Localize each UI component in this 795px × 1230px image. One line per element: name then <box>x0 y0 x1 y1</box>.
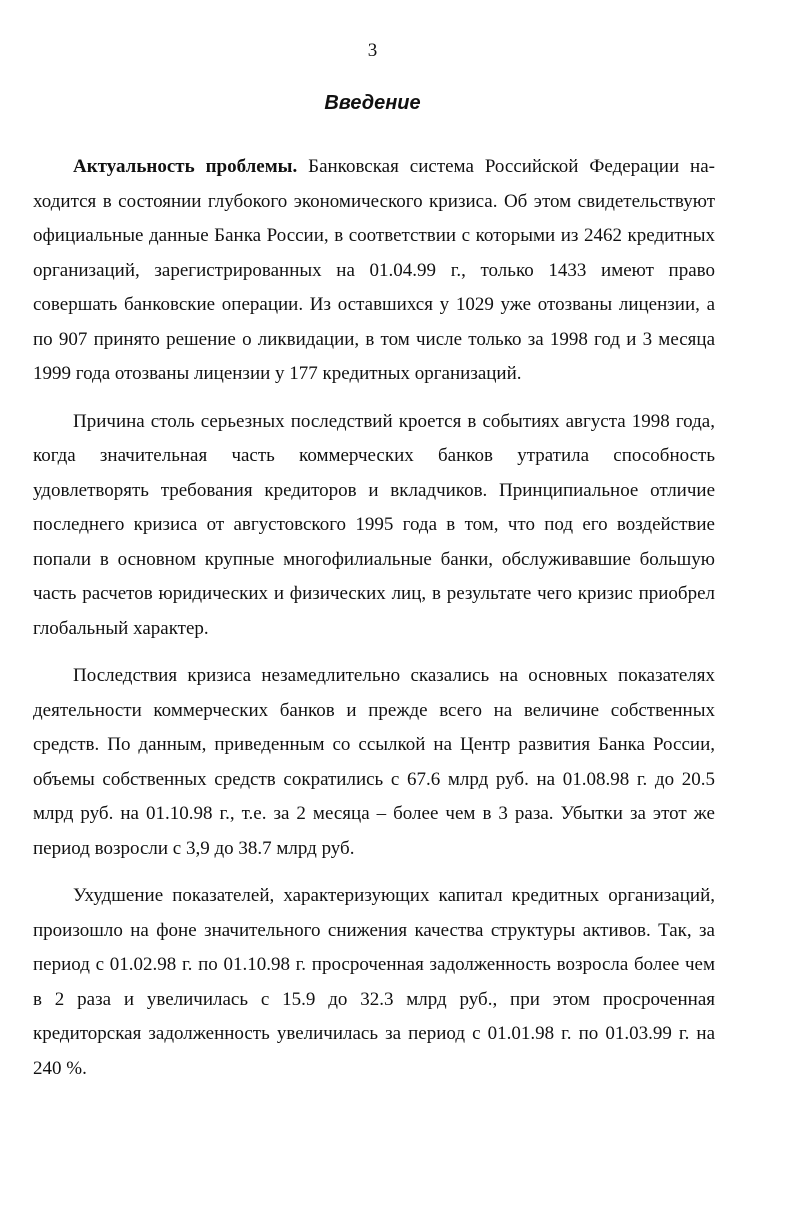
paragraph-text: Причина столь серьезных последствий кроется в событиях августа 1998 года, когда значительная часть коммерческих банков утратила способность удовлетворять требования кредиторов и вкладчиков. Принципиальное отличие последнего кризиса от августовского 1995 года в том, что под его воздействие попали в основном крупные многофилиальные банки, обслуживавшие большую часть расчетов юридических и физических лиц, в результате чего кризис приобрел глобальный характер. <box>33 410 715 639</box>
section-heading: Введение <box>324 92 421 114</box>
body-text <box>33 150 715 1099</box>
paragraph-text: Ухудшение показателей, характеризующих капитал кредитных организаций, произошло на фоне значительного снижения качества структуры активов. Так, за период с 01.02.98 г. по 01.10.98 г. просроченная задолженность возросла более чем в 2 раза и увеличилась с 15.9 до 32.3 млрд руб., при этом просроченная кредиторская задолженность увеличилась за период с 01.01.98 г. по 01.03.99 г. на 240 %. <box>33 885 715 1079</box>
paragraph-consequences <box>33 659 715 866</box>
paragraph-relevance <box>33 150 715 392</box>
page-number: 3 <box>367 40 378 61</box>
paragraph-cause <box>33 405 715 647</box>
paragraph-text: Банковская система Российской Федерации находится в состоянии глубокого экономического кризиса. Об этом свидетельствуют официальные данные Банка России, в соответствии с которыми из 2462 кредитных организаций, зарегистрированных на 01.04.99 г., только 1433 имеют право совершать банковские операции. Из оставшихся у 1029 уже отозваны лицензии, а по 907 принято решение о ликвидации, в том числе только за 1998 год и 3 месяца 1999 года отозваны лицензии у 177 кредитных организаций. <box>33 156 715 384</box>
paragraph-text: Последствия кризиса незамедлительно сказались на основных показателях деятельности коммерческих банков и прежде всего на величине собственных средств. По данным, приведенным со ссылкой на Центр развития Банка России, объемы собственных средств сократились с 67.6 млрд руб. на 01.08.98 г. до 20.5 млрд руб. на 01.10.98 г., т.е. за 2 месяца – более чем в 3 раза. Убытки за этот же период возросли с 3,9 до 38.7 млрд руб. <box>33 665 715 859</box>
paragraph-lead: Актуальность проблемы. <box>73 156 298 177</box>
paragraph-deterioration <box>33 879 715 1086</box>
